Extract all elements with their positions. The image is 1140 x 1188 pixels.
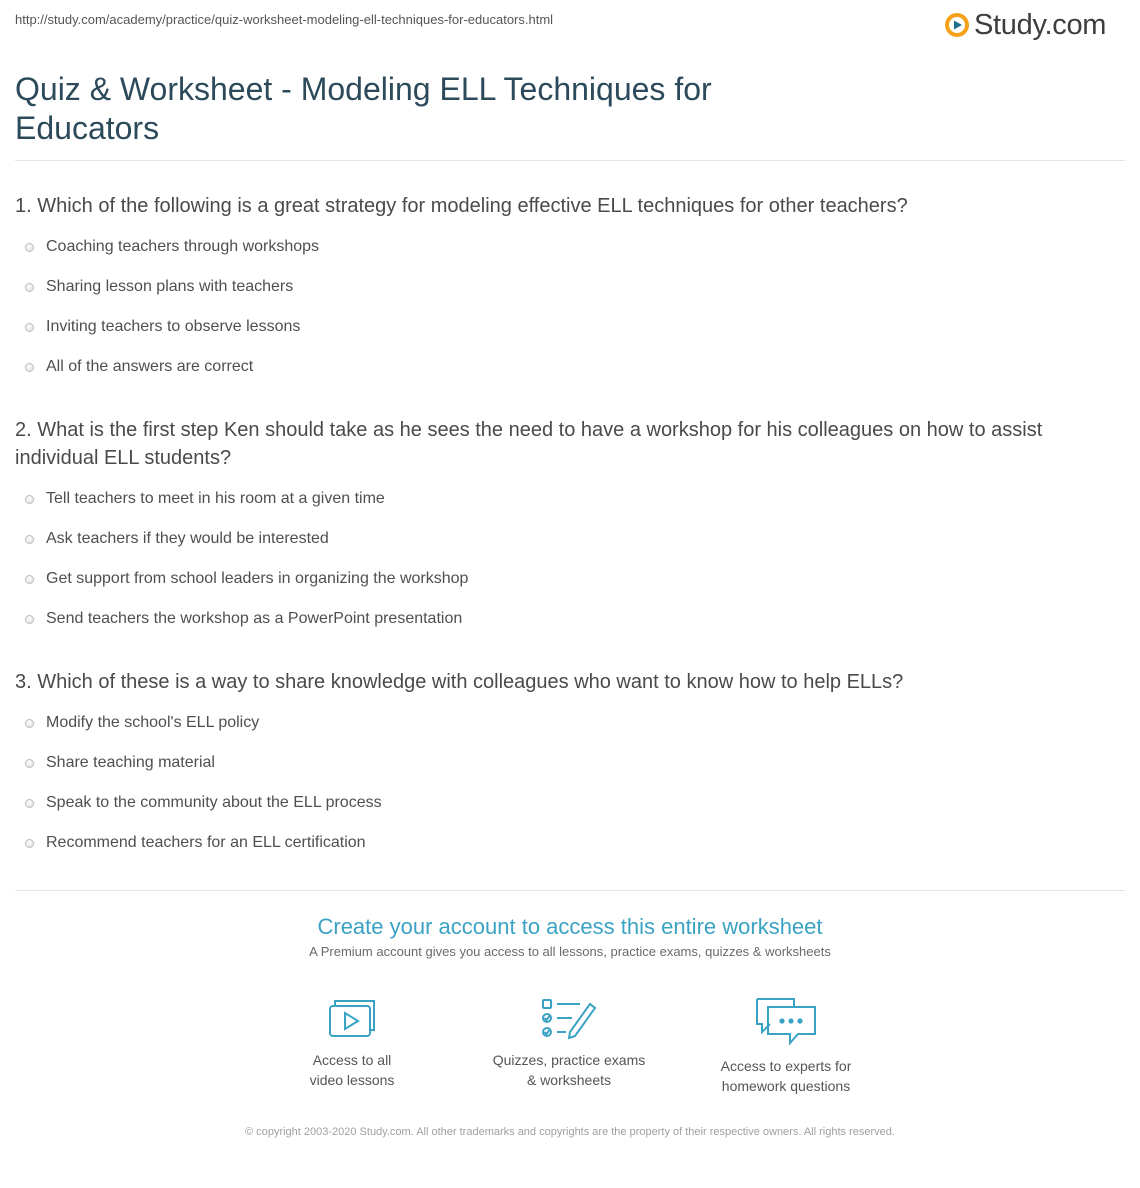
- answer-label: Coaching teachers through workshops: [46, 238, 320, 255]
- question-1: 1. Which of the following is a great strategy for modeling effective ELL techniques for other teachers?: [15, 195, 908, 217]
- answer-option[interactable]: [25, 791, 382, 815]
- answer-label: Speak to the community about the ELL process: [46, 794, 382, 811]
- answer-label: Inviting teachers to observe lessons: [46, 318, 301, 335]
- answer-option[interactable]: [25, 275, 293, 299]
- answer-label: All of the answers are correct: [46, 358, 254, 375]
- radio-button[interactable]: [25, 243, 34, 252]
- radio-button[interactable]: [25, 363, 34, 372]
- feature-experts: [686, 996, 886, 1096]
- radio-button[interactable]: [25, 535, 34, 544]
- answer-option[interactable]: [25, 831, 366, 855]
- answer-label: Share teaching material: [46, 754, 215, 771]
- answer-option[interactable]: [25, 751, 215, 775]
- answer-option[interactable]: [25, 355, 253, 379]
- answer-option[interactable]: [25, 711, 259, 735]
- answer-label: Modify the school's ELL policy: [46, 714, 260, 731]
- radio-button[interactable]: [25, 575, 34, 584]
- cta-divider: [15, 890, 1125, 891]
- answer-label: Send teachers the workshop as a PowerPoint presentation: [46, 610, 463, 627]
- answer-option[interactable]: [25, 607, 462, 631]
- copyright-footer: © copyright 2003-2020 Study.com. All other trademarks and copyrights are the property of their respective owners. All rights reserved.: [245, 1126, 895, 1138]
- radio-button[interactable]: [25, 799, 34, 808]
- answer-label: Tell teachers to meet in his room at a given time: [46, 490, 385, 507]
- feature-label: Access to experts for homework questions: [720, 1058, 852, 1094]
- answer-label: Sharing lesson plans with teachers: [46, 278, 294, 295]
- question-2: 2. What is the first step Ken should take as he sees the need to have a workshop for his colleagues on how to assist individual ELL students?: [15, 419, 1043, 469]
- radio-button[interactable]: [25, 719, 34, 728]
- create-account-link[interactable]: Create your account to access this entire worksheet: [317, 914, 823, 939]
- page-title: Quiz & Worksheet - Modeling ELL Techniques for Educators: [15, 71, 712, 146]
- answer-label: Ask teachers if they would be interested: [46, 530, 329, 547]
- video-lessons-icon: [326, 996, 378, 1040]
- answer-option[interactable]: [25, 527, 329, 551]
- radio-button[interactable]: [25, 839, 34, 848]
- title-divider: [15, 160, 1125, 161]
- radio-button[interactable]: [25, 759, 34, 768]
- question-3: 3. Which of these is a way to share knowledge with colleagues who want to know how to help ELLs?: [15, 671, 904, 693]
- feature-label: Access to all video lessons: [309, 1052, 395, 1088]
- answer-label: Recommend teachers for an ELL certification: [46, 834, 366, 851]
- feature-label: Quizzes, practice exams & worksheets: [492, 1052, 646, 1088]
- answer-option[interactable]: [25, 315, 300, 339]
- study-logo-icon: [944, 12, 970, 38]
- answer-label: Get support from school leaders in organizing the workshop: [46, 570, 469, 587]
- radio-button[interactable]: [25, 495, 34, 504]
- study-logo[interactable]: [944, 8, 1106, 42]
- quiz-checklist-icon: [540, 996, 598, 1040]
- radio-button[interactable]: [25, 615, 34, 624]
- radio-button[interactable]: [25, 323, 34, 332]
- answer-option[interactable]: [25, 235, 319, 259]
- page-url: http://study.com/academy/practice/quiz-worksheet-modeling-ell-techniques-for-educators.html: [15, 12, 554, 27]
- feature-quizzes: [469, 996, 669, 1090]
- answer-option[interactable]: [25, 487, 385, 511]
- answer-option[interactable]: [25, 567, 468, 591]
- logo-text: Study.com: [974, 8, 1107, 41]
- radio-button[interactable]: [25, 283, 34, 292]
- cta-subtitle: A Premium account gives you access to all lessons, practice exams, quizzes & worksheets: [309, 944, 831, 959]
- chat-experts-icon: [754, 996, 818, 1046]
- feature-video-lessons: [252, 996, 452, 1090]
